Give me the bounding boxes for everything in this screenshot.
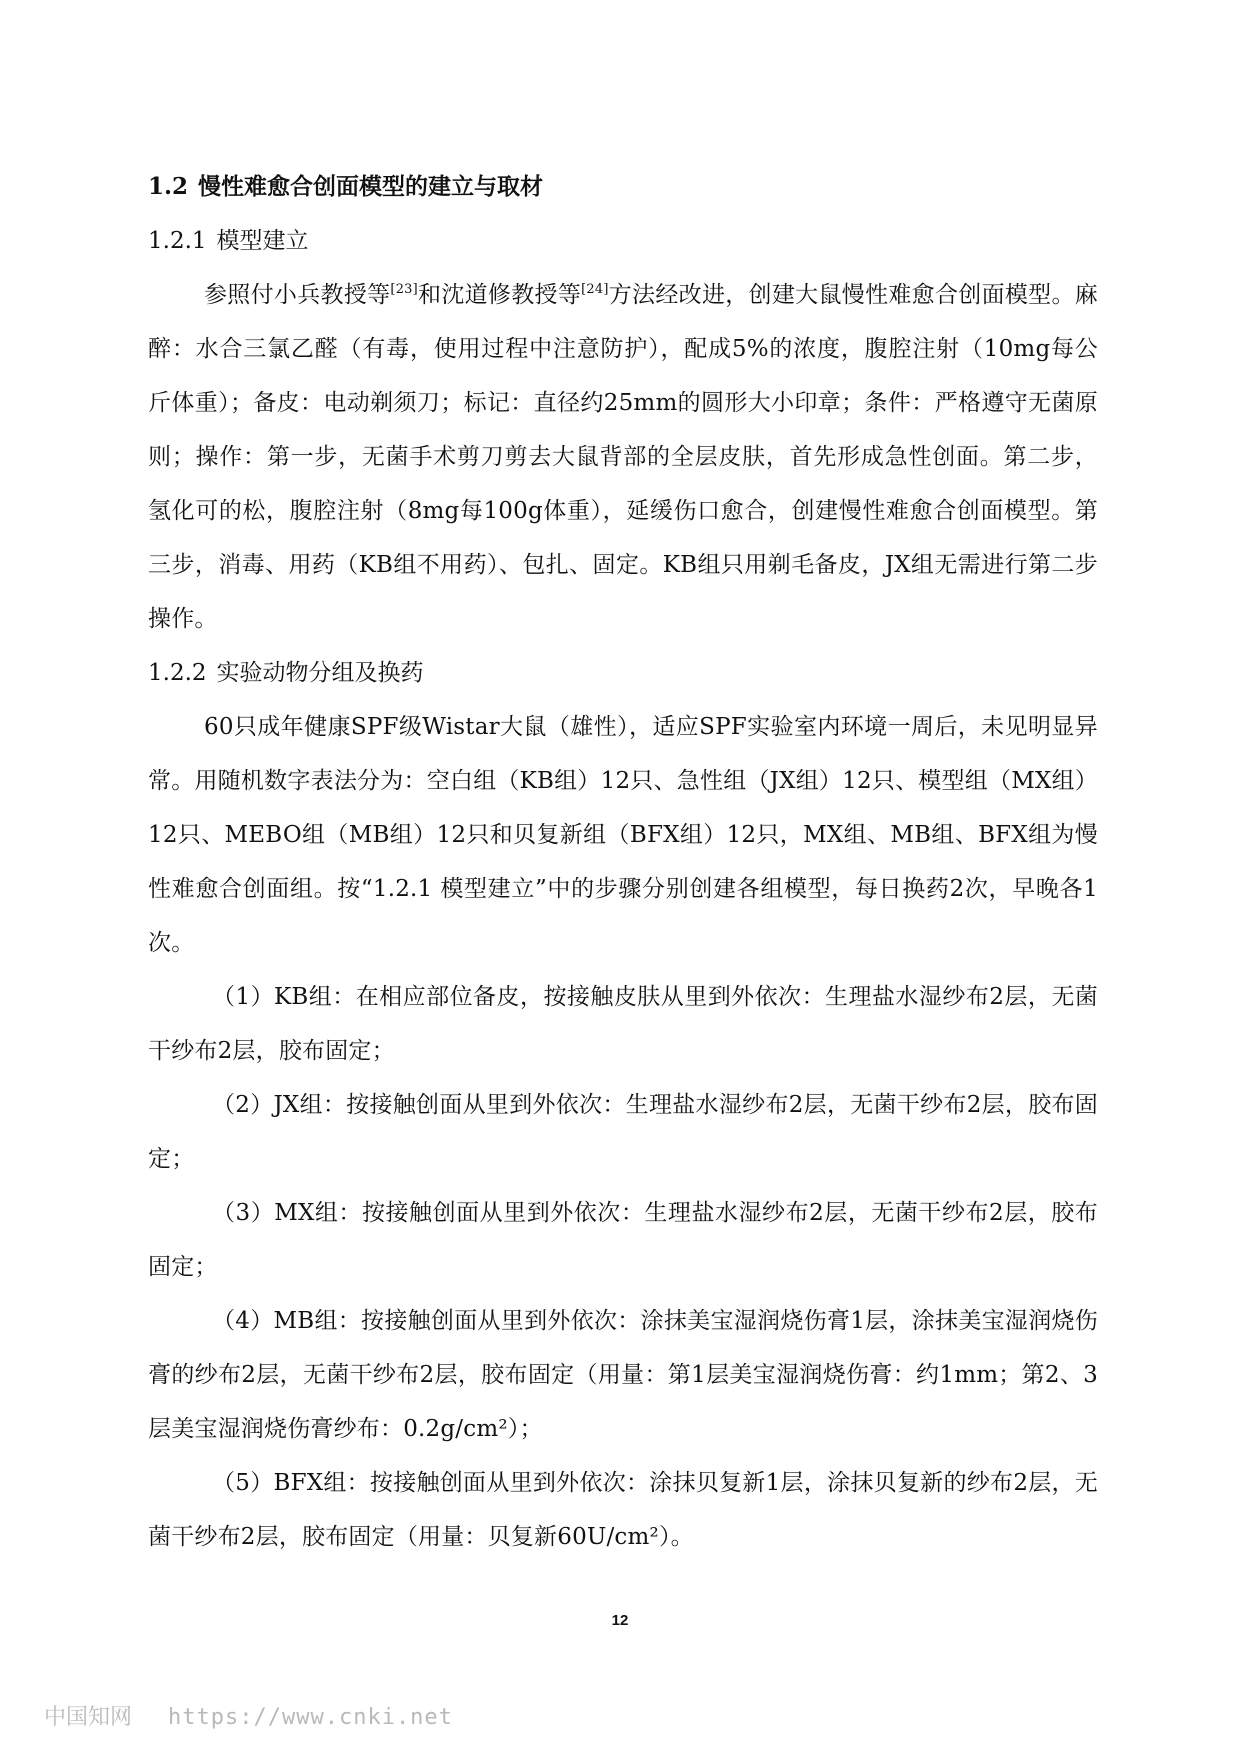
subsection-number-1: 1.2.1 [148,228,207,254]
list-item-bfx: （5）BFX组：按接触创面从里到外依次：涂抹贝复新1层，涂抹贝复新的纱布2层，无菌干纱布2层，胶布固定（用量：贝复新60U/cm²）。 [148,1470,1098,1550]
citation-24[interactable]: [24] [581,282,609,297]
paragraph-grouping: 60只成年健康SPF级Wistar大鼠（雄性），适应SPF实验室内环境一周后，未见明显异常。用随机数字表法分为：空白组（KB组）12只、急性组（JX组）12只、模型组（MX组）12只、MEBO组（MB组）12只和贝复新组（BFX组）12只，MX组、MB组、BFX组为慢性难愈合创面组。按“1.2.1 模型建立”中的步骤分别创建各组模型，每日换药2次，早晚各1次。 [148,714,1098,956]
subsection-title-2: 实验动物分组及换药 [216,660,424,686]
subsection-heading-1 [148,214,1098,268]
citation-23[interactable]: [23] [390,282,418,297]
page-number: 12 [611,1612,629,1629]
subsection-title-1: 模型建立 [216,228,309,254]
subsection-number-2: 1.2.2 [148,660,207,686]
section-title: 慢性难愈合创面模型的建立与取材 [198,173,544,200]
paragraph-text: 和沈道修教授等 [417,282,582,308]
section-heading [148,160,1098,214]
watermark-brand: 中国知网 [44,1705,133,1730]
list-item-kb: （1）KB组：在相应部位备皮，按接触皮肤从里到外依次：生理盐水湿纱布2层，无菌干纱布2层，胶布固定； [148,984,1098,1064]
section-number: 1.2 [148,173,189,200]
paragraph-model-setup [148,268,1098,646]
list-item-mb: （4）MB组：按接触创面从里到外依次：涂抹美宝湿润烧伤膏1层，涂抹美宝湿润烧伤膏的纱布2层，无菌干纱布2层，胶布固定（用量：第1层美宝湿润烧伤膏：约1mm；第2、3层美宝湿润烧伤膏纱布：0.2g/cm²）； [148,1308,1098,1442]
paragraph-text: 方法经改进，创建大鼠慢性难愈合创面模型。麻醉：水合三氯乙醛（有毒，使用过程中注意防护），配成5%的浓度，腹腔注射（10mg每公斤体重）；备皮：电动剃须刀；标记：直径约25mm的圆形大小印章；条件：严格遵守无菌原则；操作：第一步，无菌手术剪刀剪去大鼠背部的全层皮肤，首先形成急性创面。第二步，氢化可的松，腹腔注射（8mg每100g体重），延缓伤口愈合，创建慢性难愈合创面模型。第三步，消毒、用药（KB组不用药）、包扎、固定。KB组只用剃毛备皮，JX组无需进行第二步操作。 [148,282,1098,632]
list-item-jx: （2）JX组：按接触创面从里到外依次：生理盐水湿纱布2层，无菌干纱布2层，胶布固定； [148,1092,1098,1172]
list-item-mx: （3）MX组：按接触创面从里到外依次：生理盐水湿纱布2层，无菌干纱布2层，胶布固定； [148,1200,1098,1280]
paragraph-text: 参照付小兵教授等 [204,282,391,308]
watermark-site[interactable]: https://www.cnki.net [168,1705,453,1730]
cnki-watermark [44,1700,453,1731]
subsection-heading-2 [148,646,1098,700]
page-body [148,160,1098,1564]
